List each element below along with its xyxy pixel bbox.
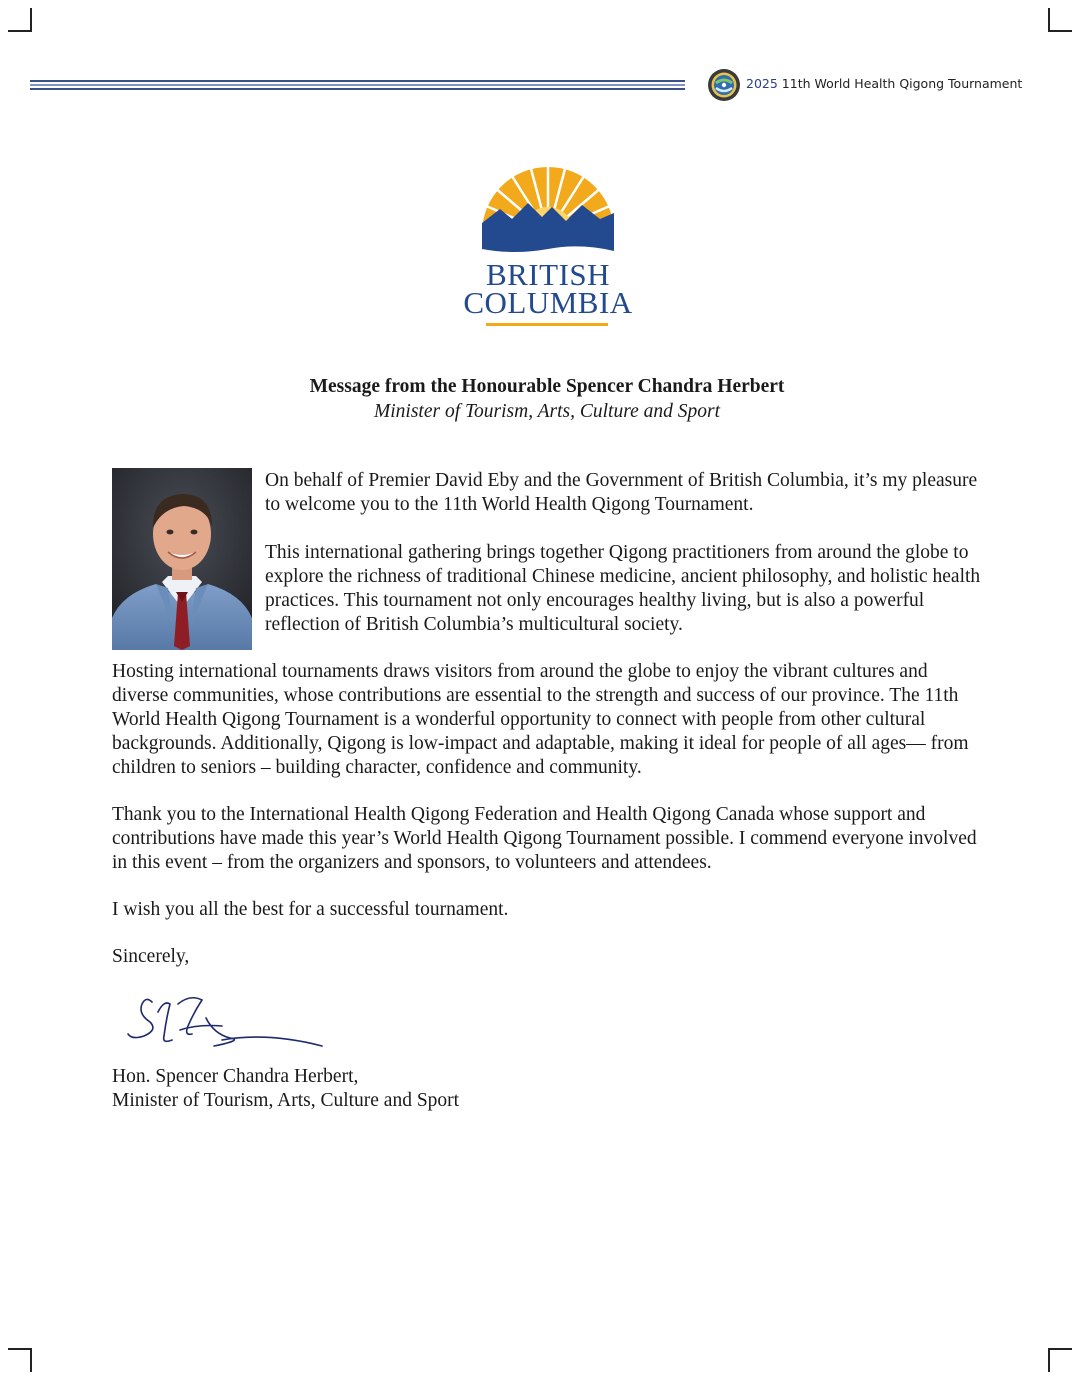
letter-paragraph-5: I wish you all the best for a successful tournament. xyxy=(112,899,509,920)
british-columbia-logo xyxy=(460,165,636,330)
letter-paragraph-4: Thank you to the International Health Qigong Federation and Health Qigong Canada whose support and contributions have made this year’s World Health Qigong Tournament possible. I commend everyone involved in this event – from the organizers and sponsors, to volunteers and attendees. xyxy=(112,804,977,873)
letter-subtitle: Minister of Tourism, Arts, Culture and Sport xyxy=(373,401,720,422)
crop-mark-bottom-left xyxy=(8,1348,32,1372)
letter-paragraph-1: On behalf of Premier David Eby and the Government of British Columbia, it’s my pleasure to welcome you to the 11th World Health Qigong Tournament. xyxy=(265,470,978,515)
header-rule xyxy=(30,80,685,91)
signer-name: Hon. Spencer Chandra Herbert, xyxy=(112,1066,359,1087)
minister-portrait-photo xyxy=(112,468,252,650)
crop-mark-bottom-right xyxy=(1048,1348,1072,1372)
letter-paragraph-3: Hosting international tournaments draws visitors from around the globe to enjoy the vibrant cultures and diverse communities, whose contributions are essential to the strength and success of our province. The 11th World Health Qigong Tournament is a wonderful opportunity to connect with people from other cultural backgrounds. Additionally, Qigong is low-impact and adaptable, making it ideal for people of all ages— from children to seniors – building character, confidence and community. xyxy=(112,661,969,778)
header-year: 2025 xyxy=(746,76,778,91)
header-event-title xyxy=(746,76,1022,91)
qigong-emblem-icon xyxy=(707,68,741,102)
signer-title: Minister of Tourism, Arts, Culture and Sport xyxy=(112,1090,460,1111)
logo-text-british: BRITISH xyxy=(485,257,611,292)
crop-mark-top-left xyxy=(8,8,32,32)
crop-mark-top-right xyxy=(1048,8,1072,32)
bc-sun-mountain-icon xyxy=(480,165,616,255)
logo-underline xyxy=(486,323,608,326)
handwritten-signature xyxy=(118,990,328,1060)
letter-closing: Sincerely, xyxy=(112,946,190,967)
letter-paragraph-2: This international gathering brings together Qigong practitioners from around the globe to explore the richness of traditional Chinese medicine, ancient philosophy, and holistic health practices. This tournament not only encourages healthy living, but is also a powerful reflection of British Columbia’s multicultural society. xyxy=(265,542,981,635)
letter-heading xyxy=(0,374,1080,424)
letter-title: Message from the Honourable Spencer Chandra Herbert xyxy=(309,376,785,397)
header-event-name: 11th World Health Qigong Tournament xyxy=(781,76,1023,91)
logo-text-columbia: COLUMBIA xyxy=(463,285,633,320)
